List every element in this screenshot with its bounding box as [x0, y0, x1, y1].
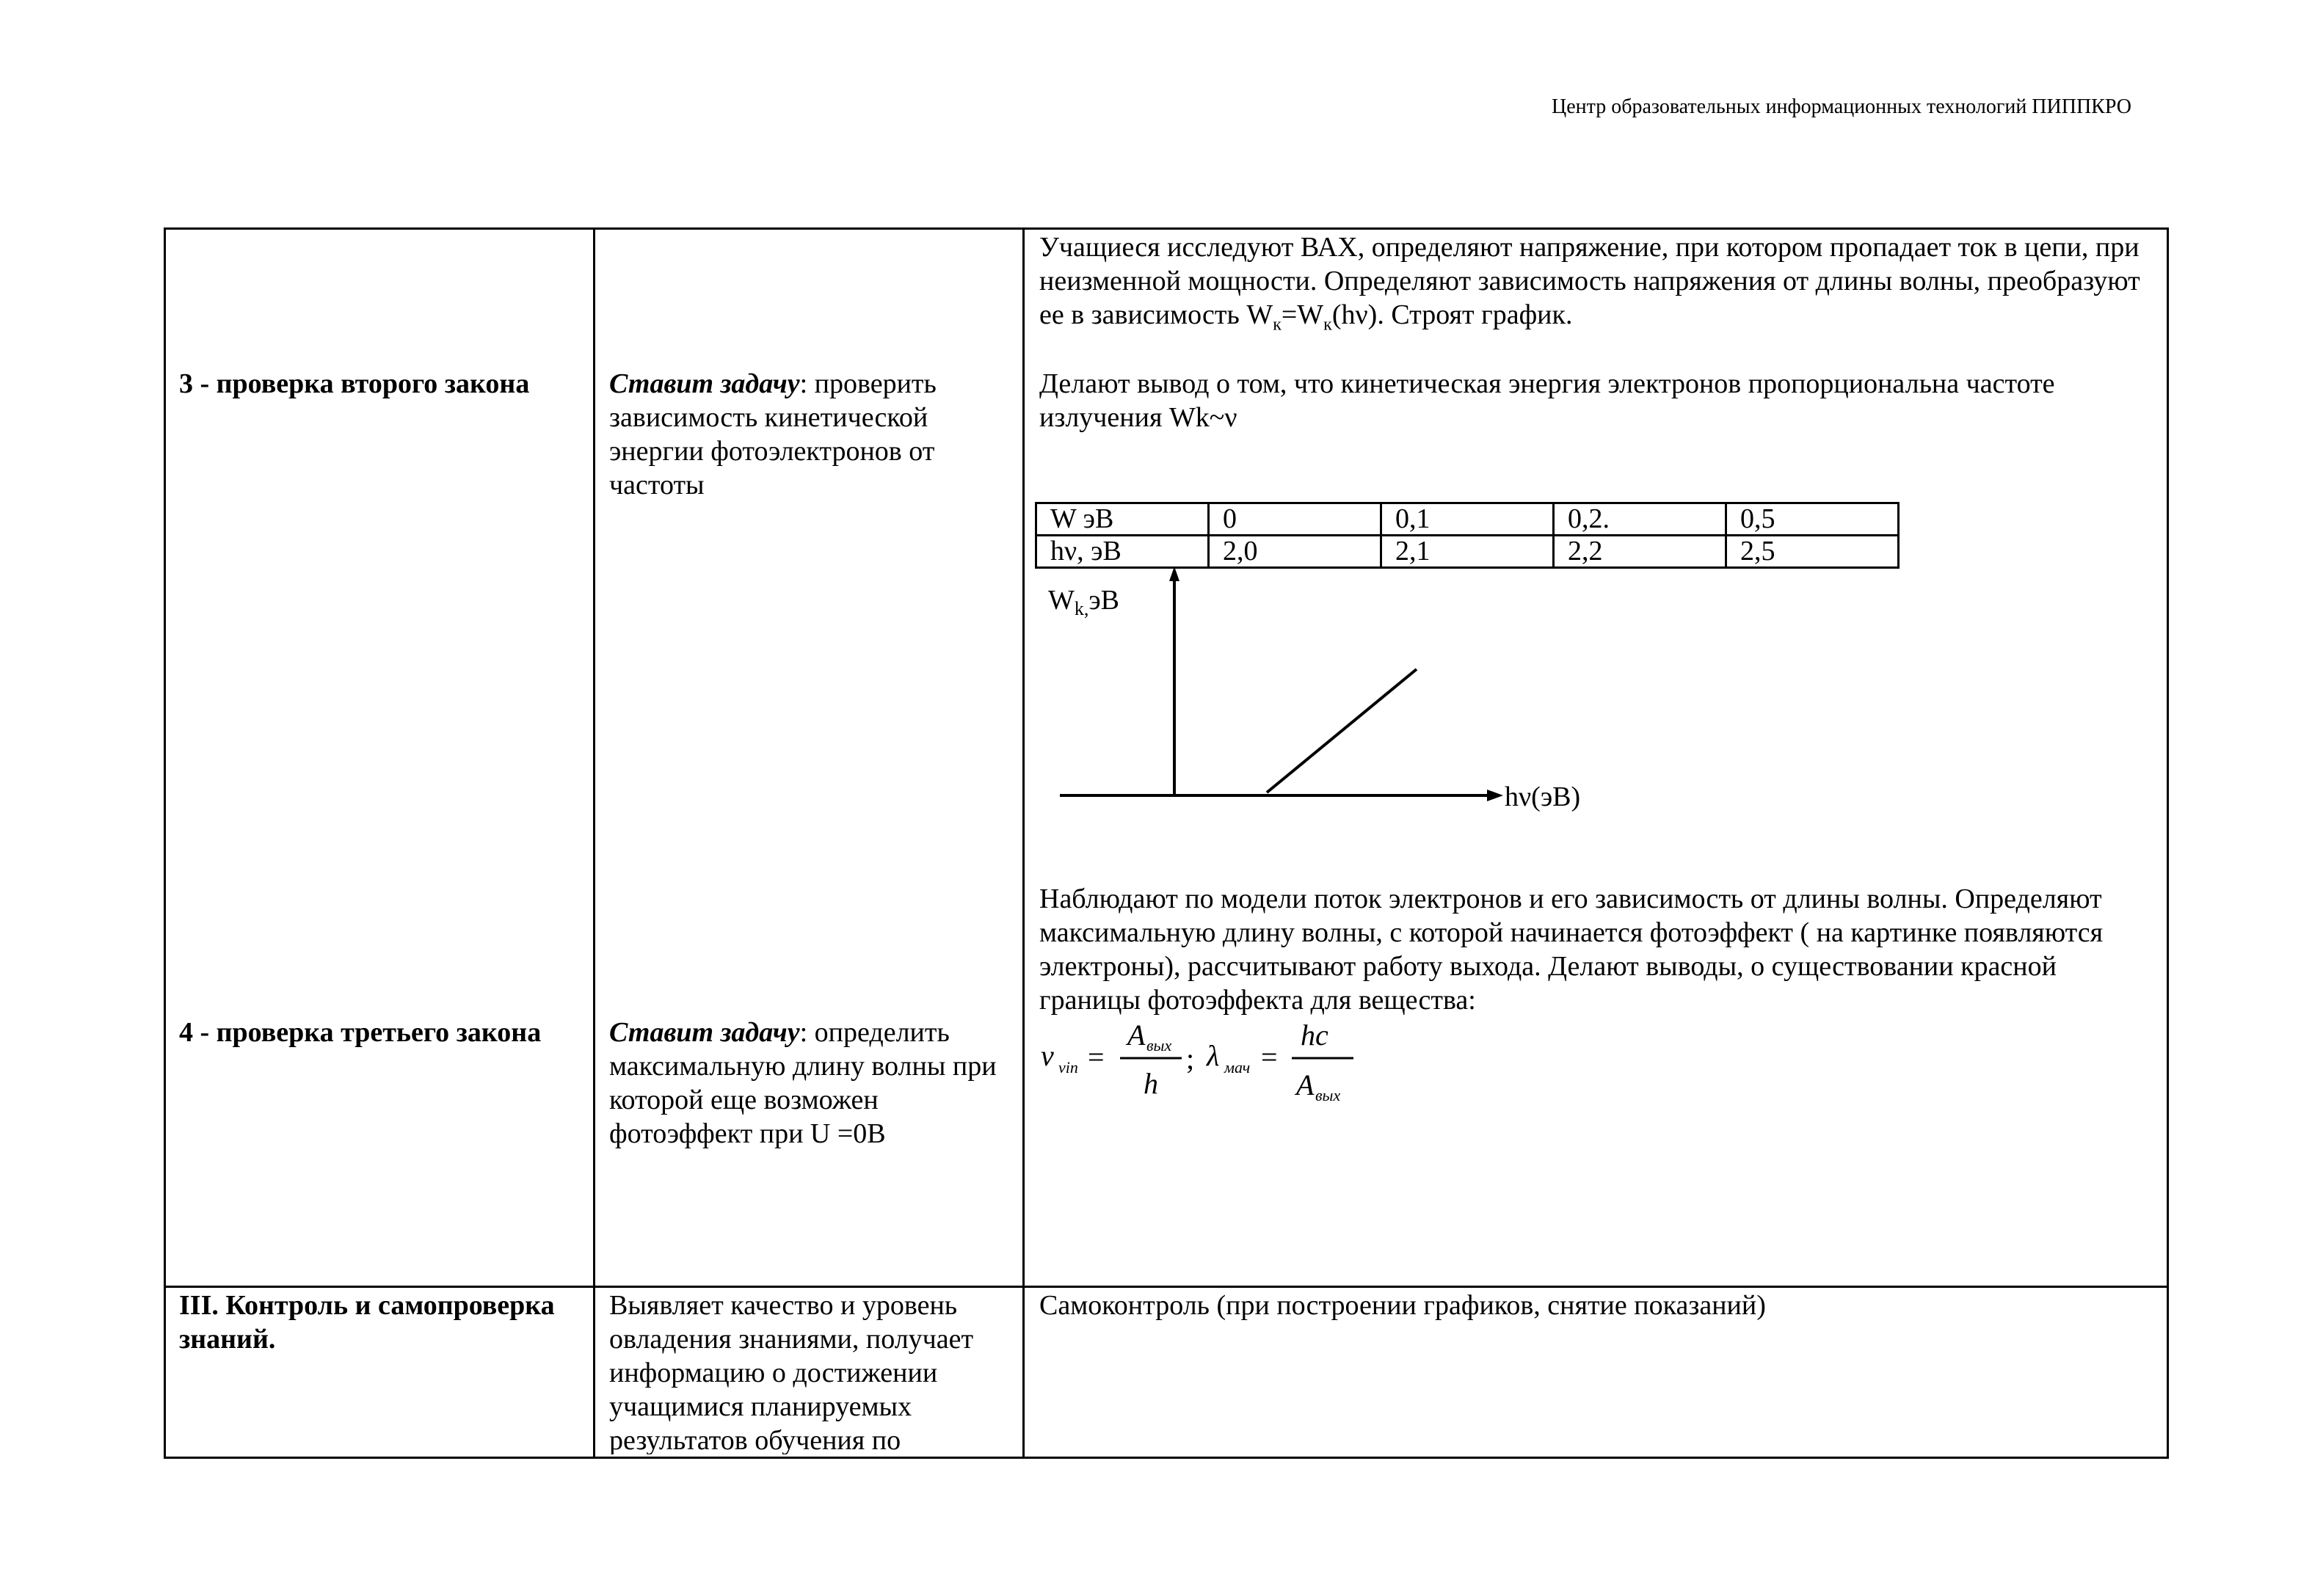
lambda-subscript: мач [1224, 1058, 1251, 1076]
hc-numerator: hc [1301, 1020, 1328, 1052]
table-row [1036, 536, 1899, 568]
lambda-symbol: λ [1207, 1039, 1220, 1072]
student-conclusion-law2: Делают вывод о том, что кинетическая энергия электронов пропорциональна частоте излучения Wk~ν [1039, 368, 2055, 433]
work-function-denominator: A [1296, 1068, 1315, 1101]
planck-denominator: h [1144, 1067, 1158, 1100]
teacher-task-law3 [609, 1016, 1020, 1151]
numerator-subscript: вых [1146, 1036, 1172, 1054]
energy-graph [1042, 565, 1600, 829]
teacher-task-law2 [609, 367, 1020, 502]
table-border-bottom [164, 1457, 2169, 1459]
table-cell: 0,5 [1726, 503, 1899, 536]
y-axis-arrow [1169, 566, 1179, 581]
table-col-divider-2 [1022, 227, 1025, 1459]
denominator-subscript: вых [1315, 1086, 1341, 1104]
task-lead: Ставит задачу [609, 1017, 800, 1048]
stage-control: III. Контроль и самопроверка знаний. [179, 1290, 555, 1355]
separator: ; [1186, 1042, 1195, 1075]
table-cell: hν, эВ [1036, 536, 1209, 568]
table-cell: 2,0 [1209, 536, 1381, 568]
table-cell: 2,2 [1554, 536, 1726, 568]
table-cell: 2,5 [1726, 536, 1899, 568]
task-lead: Ставит задачу [609, 368, 800, 399]
table-border-left [164, 227, 166, 1459]
page-header: Центр образовательных информационных технологий ПИППКРО [1552, 95, 2131, 118]
equals-sign: = [1088, 1041, 1105, 1074]
teacher-control: Выявляет качество и уровень овладения знаниями, получает информацию о достижении учащимися планируемых результатов обучения по [609, 1290, 974, 1454]
table-row [1036, 503, 1899, 536]
activity-text: Учащиеся исследуют ВАХ, определяют напряжение, при котором пропадает ток в цепи, при неизменной мощности. Определяют зависимость напряжения от длины волны, преобразуют ее в зависимость W [1039, 232, 2140, 330]
subscript: к [1273, 315, 1282, 335]
table-cell: 0 [1209, 503, 1381, 536]
nu-symbol: ν [1041, 1039, 1054, 1072]
work-function-numerator: A [1127, 1020, 1146, 1052]
energy-line [1267, 669, 1417, 792]
table-border-right [2167, 227, 2169, 1459]
table-border-top [164, 227, 2169, 230]
nu-subscript: vin [1058, 1058, 1078, 1076]
table-col-divider-1 [593, 227, 595, 1459]
activity-text: =W [1281, 299, 1324, 330]
table-cell: 0,1 [1381, 503, 1554, 536]
equals-sign: = [1261, 1041, 1278, 1074]
task-text: : определить максимальную длину волны при которой еще возможен фотоэффект при U =0В [609, 1017, 997, 1149]
x-axis-arrow [1487, 790, 1503, 801]
red-limit-formula [1039, 1020, 1370, 1115]
student-activity-law3: Наблюдают по модели поток электронов и его зависимость от длины волны. Определяют максимальную длину волны, с которой начинается фотоэффект ( на картинке появляются электроны), рассчитывают работу выхода. Делают выводы, о существовании красной границы фотоэффекта для вещества: [1039, 883, 2104, 1016]
table-cell: 0,2. [1554, 503, 1726, 536]
stage-law2: 3 - проверка второго закона [179, 368, 530, 399]
activity-text: (hν). Строят график. [1331, 299, 1573, 330]
energy-frequency-table [1035, 502, 1900, 569]
stage-law3: 4 - проверка третьего закона [179, 1017, 542, 1048]
x-axis-label: hν(эВ) [1505, 781, 1581, 812]
table-cell: W эВ [1036, 503, 1209, 536]
table-cell: 2,1 [1381, 536, 1554, 568]
student-control: Самоконтроль (при построении графиков, снятие показаний) [1039, 1290, 1766, 1321]
subscript: к [1323, 315, 1332, 335]
student-activity-law2-p1 [1039, 230, 2140, 342]
table-row-divider [164, 1286, 2169, 1288]
y-axis-label: $W_{k,}эВ$ [1048, 585, 1120, 619]
task-text: : проверить зависимость кинетической энергии фотоэлектронов от частоты [609, 368, 937, 500]
